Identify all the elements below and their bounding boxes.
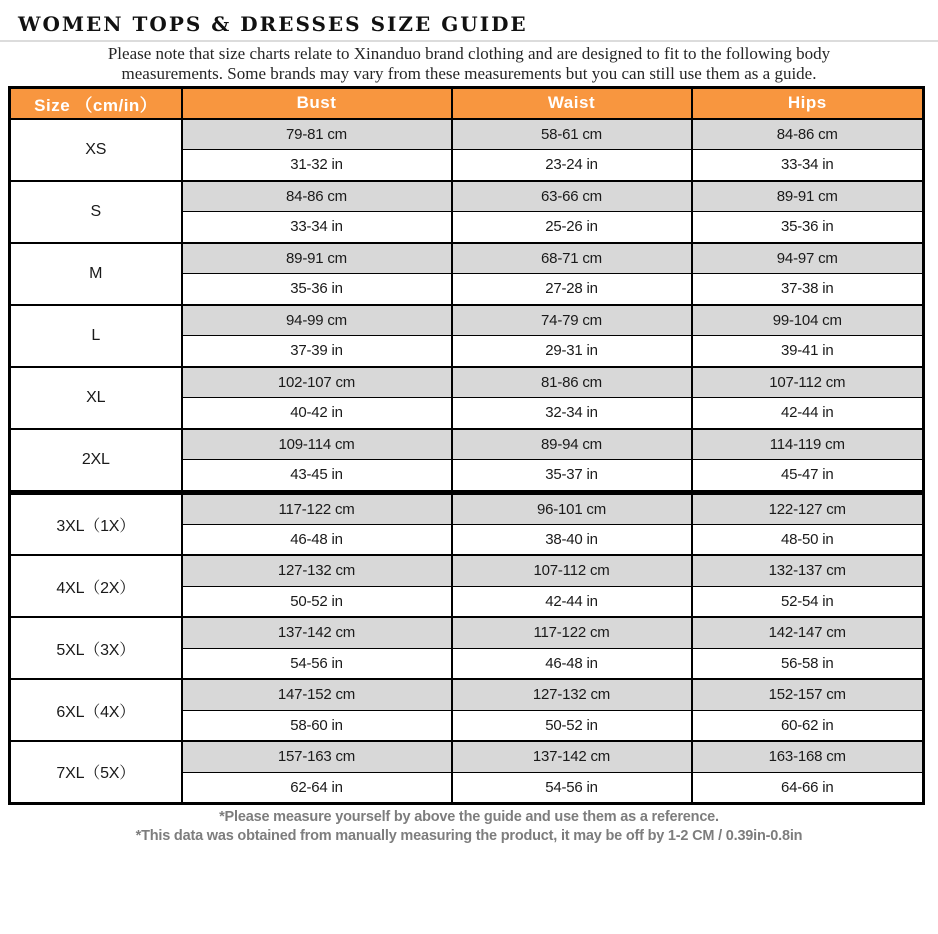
- measurement-cm: 89-91 cm: [182, 243, 452, 274]
- measurement-in: 54-56 in: [452, 772, 692, 803]
- subtitle-line-2: measurements. Some brands may vary from these measurements but you can still use them as a guide.: [121, 63, 817, 83]
- measurement-in: 56-58 in: [692, 648, 924, 679]
- measurement-cm: 89-91 cm: [692, 181, 924, 212]
- measurement-in: 46-48 in: [182, 524, 452, 555]
- size-row-cm: [10, 617, 924, 648]
- measurement-in: 27-28 in: [452, 274, 692, 305]
- measurement-in: 31-32 in: [182, 150, 452, 181]
- measurement-cm: 122-127 cm: [692, 493, 924, 524]
- measurement-cm: 137-142 cm: [182, 617, 452, 648]
- measurement-in: 37-38 in: [692, 274, 924, 305]
- page-title: WOMEN TOPS & DRESSES SIZE GUIDE: [18, 12, 528, 36]
- subtitle: [0, 42, 938, 86]
- measurement-cm: 137-142 cm: [452, 741, 692, 772]
- measurement-cm: 163-168 cm: [692, 741, 924, 772]
- measurement-in: 40-42 in: [182, 398, 452, 429]
- subtitle-line-1: Please note that size charts relate to Xinanduo brand clothing and are designed to fit to the following body: [107, 44, 831, 63]
- size-row-cm: [10, 555, 924, 586]
- measurement-cm: 94-99 cm: [182, 305, 452, 336]
- note-reference: *Please measure yourself by above the guide and use them as a reference.: [219, 808, 719, 825]
- size-row-cm: [10, 119, 924, 150]
- measurement-cm: 102-107 cm: [182, 367, 452, 398]
- measurement-in: 58-60 in: [182, 710, 452, 741]
- measurement-cm: 114-119 cm: [692, 429, 924, 460]
- table-header: [10, 88, 924, 119]
- measurement-cm: 74-79 cm: [452, 305, 692, 336]
- size-guide-table: [8, 86, 925, 805]
- size-row-cm: [10, 429, 924, 460]
- size-row-cm: [10, 181, 924, 212]
- size-label: S: [10, 181, 182, 243]
- size-row-cm: [10, 679, 924, 710]
- measurement-cm: 147-152 cm: [182, 679, 452, 710]
- size-row-cm: [10, 367, 924, 398]
- measurement-in: 33-34 in: [182, 212, 452, 243]
- measurement-in: 38-40 in: [452, 524, 692, 555]
- measurement-in: 48-50 in: [692, 524, 924, 555]
- measurement-in: 42-44 in: [692, 398, 924, 429]
- measurement-cm: 107-112 cm: [692, 367, 924, 398]
- footer-notes: [0, 808, 938, 847]
- measurement-in: 62-64 in: [182, 772, 452, 803]
- measurement-in: 39-41 in: [692, 336, 924, 367]
- measurement-in: 50-52 in: [182, 586, 452, 617]
- measurement-cm: 84-86 cm: [692, 119, 924, 150]
- measurement-cm: 157-163 cm: [182, 741, 452, 772]
- measurement-cm: 58-61 cm: [452, 119, 692, 150]
- measurement-in: 60-62 in: [692, 710, 924, 741]
- measurement-cm: 63-66 cm: [452, 181, 692, 212]
- measurement-cm: 142-147 cm: [692, 617, 924, 648]
- measurement-in: 43-45 in: [182, 460, 452, 491]
- measurement-cm: 117-122 cm: [182, 493, 452, 524]
- measurement-in: 35-36 in: [692, 212, 924, 243]
- measurement-in: 33-34 in: [692, 150, 924, 181]
- note-tolerance: *This data was obtained from manually measuring the product, it may be off by 1-2 CM / 0.39in-0.8in: [135, 828, 803, 845]
- size-table-body: [10, 119, 924, 804]
- size-label: 6XL（4X）: [10, 679, 182, 741]
- measurement-in: 46-48 in: [452, 648, 692, 679]
- measurement-cm: 117-122 cm: [452, 617, 692, 648]
- measurement-cm: 99-104 cm: [692, 305, 924, 336]
- size-label: 7XL（5X）: [10, 741, 182, 803]
- measurement-cm: 152-157 cm: [692, 679, 924, 710]
- measurement-in: 50-52 in: [452, 710, 692, 741]
- size-label: 5XL（3X）: [10, 617, 182, 679]
- measurement-in: 23-24 in: [452, 150, 692, 181]
- measurement-in: 54-56 in: [182, 648, 452, 679]
- size-row-cm: [10, 493, 924, 524]
- size-label: L: [10, 305, 182, 367]
- size-label: 2XL: [10, 429, 182, 491]
- measurement-cm: 89-94 cm: [452, 429, 692, 460]
- measurement-cm: 132-137 cm: [692, 555, 924, 586]
- measurement-cm: 84-86 cm: [182, 181, 452, 212]
- column-header-waist: Waist: [452, 88, 692, 119]
- measurement-in: 25-26 in: [452, 212, 692, 243]
- measurement-in: 32-34 in: [452, 398, 692, 429]
- measurement-cm: 96-101 cm: [452, 493, 692, 524]
- size-label: 3XL（1X）: [10, 493, 182, 555]
- column-header-hips: Hips: [692, 88, 924, 119]
- measurement-in: 37-39 in: [182, 336, 452, 367]
- size-row-cm: [10, 305, 924, 336]
- measurement-in: 45-47 in: [692, 460, 924, 491]
- header-row: [10, 88, 924, 119]
- measurement-cm: 68-71 cm: [452, 243, 692, 274]
- size-row-cm: [10, 243, 924, 274]
- measurement-cm: 79-81 cm: [182, 119, 452, 150]
- measurement-in: 29-31 in: [452, 336, 692, 367]
- column-header-size: Size （cm/in）: [10, 88, 182, 119]
- measurement-in: 42-44 in: [452, 586, 692, 617]
- measurement-cm: 94-97 cm: [692, 243, 924, 274]
- measurement-cm: 109-114 cm: [182, 429, 452, 460]
- measurement-in: 64-66 in: [692, 772, 924, 803]
- measurement-cm: 127-132 cm: [182, 555, 452, 586]
- column-header-bust: Bust: [182, 88, 452, 119]
- measurement-cm: 81-86 cm: [452, 367, 692, 398]
- size-row-cm: [10, 741, 924, 772]
- measurement-in: 52-54 in: [692, 586, 924, 617]
- size-label: XS: [10, 119, 182, 181]
- size-label: M: [10, 243, 182, 305]
- measurement-cm: 127-132 cm: [452, 679, 692, 710]
- size-label: XL: [10, 367, 182, 429]
- size-label: 4XL（2X）: [10, 555, 182, 617]
- measurement-in: 35-37 in: [452, 460, 692, 491]
- measurement-cm: 107-112 cm: [452, 555, 692, 586]
- measurement-in: 35-36 in: [182, 274, 452, 305]
